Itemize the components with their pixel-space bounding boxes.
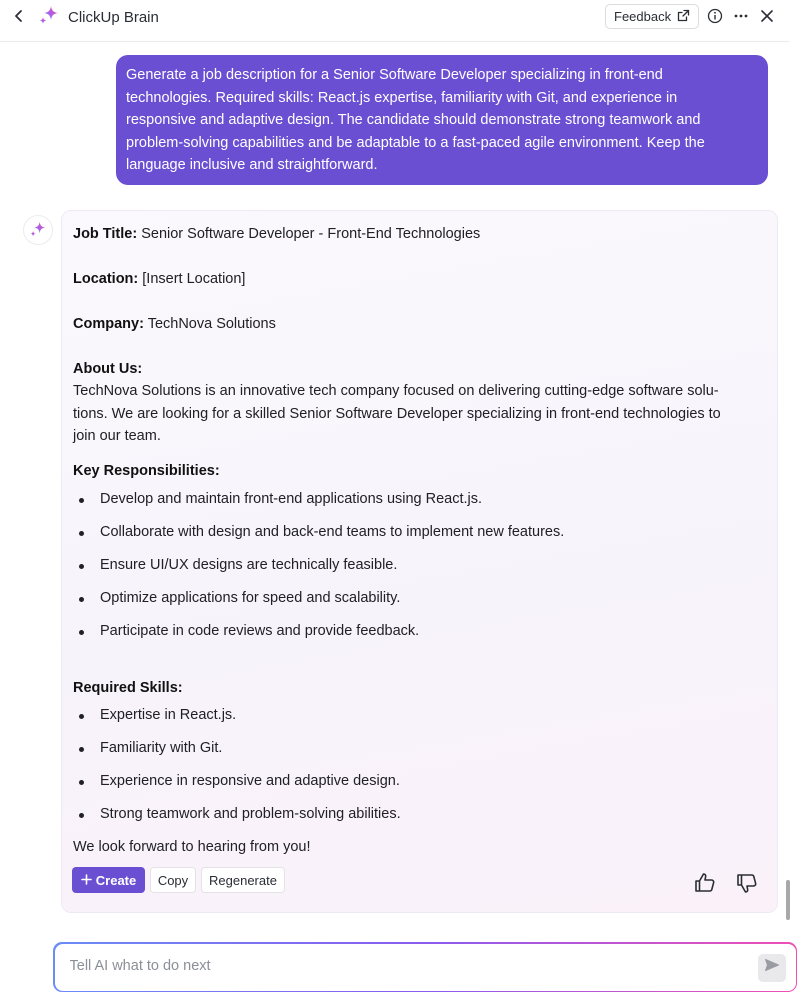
user-message-line: responsive and adaptive design. The candidate should demonstrate strong teamwork and bbox=[126, 112, 701, 129]
user-message-line: Generate a job description for a Senior Software Developer specializing in front-end bbox=[126, 67, 663, 83]
about-line: TechNova Solutions is an innovative tech company focused on delivering cutting-edge software solu- bbox=[73, 383, 719, 399]
company-value: TechNova Solutions bbox=[147, 316, 276, 332]
regenerate-button[interactable]: Regenerate bbox=[201, 867, 285, 893]
job-title-value: Senior Software Developer - Front-End Technologies bbox=[141, 226, 481, 242]
close-icon[interactable] bbox=[757, 6, 777, 26]
scrollbar-thumb[interactable] bbox=[786, 880, 790, 920]
closing-text: We look forward to hearing from you! bbox=[73, 839, 311, 855]
create-label: Create bbox=[95, 872, 137, 888]
feedback-button[interactable] bbox=[605, 4, 699, 29]
back-icon[interactable] bbox=[8, 5, 30, 27]
chat-input[interactable] bbox=[70, 958, 730, 974]
header-bar bbox=[0, 0, 790, 42]
send-button[interactable] bbox=[758, 954, 786, 982]
job-title-label: Job Title: bbox=[73, 226, 138, 242]
chat-input-container bbox=[53, 942, 797, 992]
user-message-bubble bbox=[116, 55, 768, 185]
responsibilities-heading: Key Responsibilities: bbox=[73, 463, 220, 479]
create-button[interactable] bbox=[72, 867, 145, 893]
chat-input-box bbox=[55, 944, 796, 991]
about-line: tions. We are looking for a skilled Senior Software Developer specializing in front-end technologies to bbox=[73, 405, 721, 422]
thumbs-down-icon[interactable] bbox=[735, 871, 759, 895]
company-line bbox=[73, 313, 276, 336]
feedback-label: Feedback bbox=[614, 9, 672, 24]
job-title-line bbox=[73, 223, 480, 246]
thumbs-up-icon[interactable] bbox=[693, 871, 717, 895]
location-label: Location: bbox=[73, 271, 139, 287]
copy-button[interactable]: Copy bbox=[150, 867, 196, 893]
info-icon[interactable] bbox=[705, 6, 725, 26]
user-message-line: problem-solving capabilities and be adaptable to a fast-paced agile environment. Keep the bbox=[126, 134, 705, 151]
app-title: ClickUp Brain bbox=[68, 9, 159, 26]
brain-logo-icon bbox=[38, 5, 60, 27]
about-line: join our team. bbox=[73, 428, 161, 444]
user-message-line: technologies. Required skills: React.js expertise, familiarity with Git, and experience in bbox=[126, 89, 678, 106]
ai-avatar-icon bbox=[23, 215, 53, 245]
send-icon bbox=[764, 957, 780, 978]
more-options-icon[interactable] bbox=[731, 6, 751, 26]
company-label: Company: bbox=[73, 316, 144, 332]
user-message-line: language inclusive and straightforward. bbox=[126, 157, 378, 174]
about-heading: About Us: bbox=[73, 361, 143, 377]
external-link-icon bbox=[677, 9, 690, 25]
location-value: [Insert Location] bbox=[142, 271, 246, 287]
location-line bbox=[73, 268, 245, 291]
plus-icon bbox=[81, 873, 92, 888]
about-paragraph bbox=[73, 380, 763, 448]
skills-heading: Required Skills: bbox=[73, 680, 183, 696]
